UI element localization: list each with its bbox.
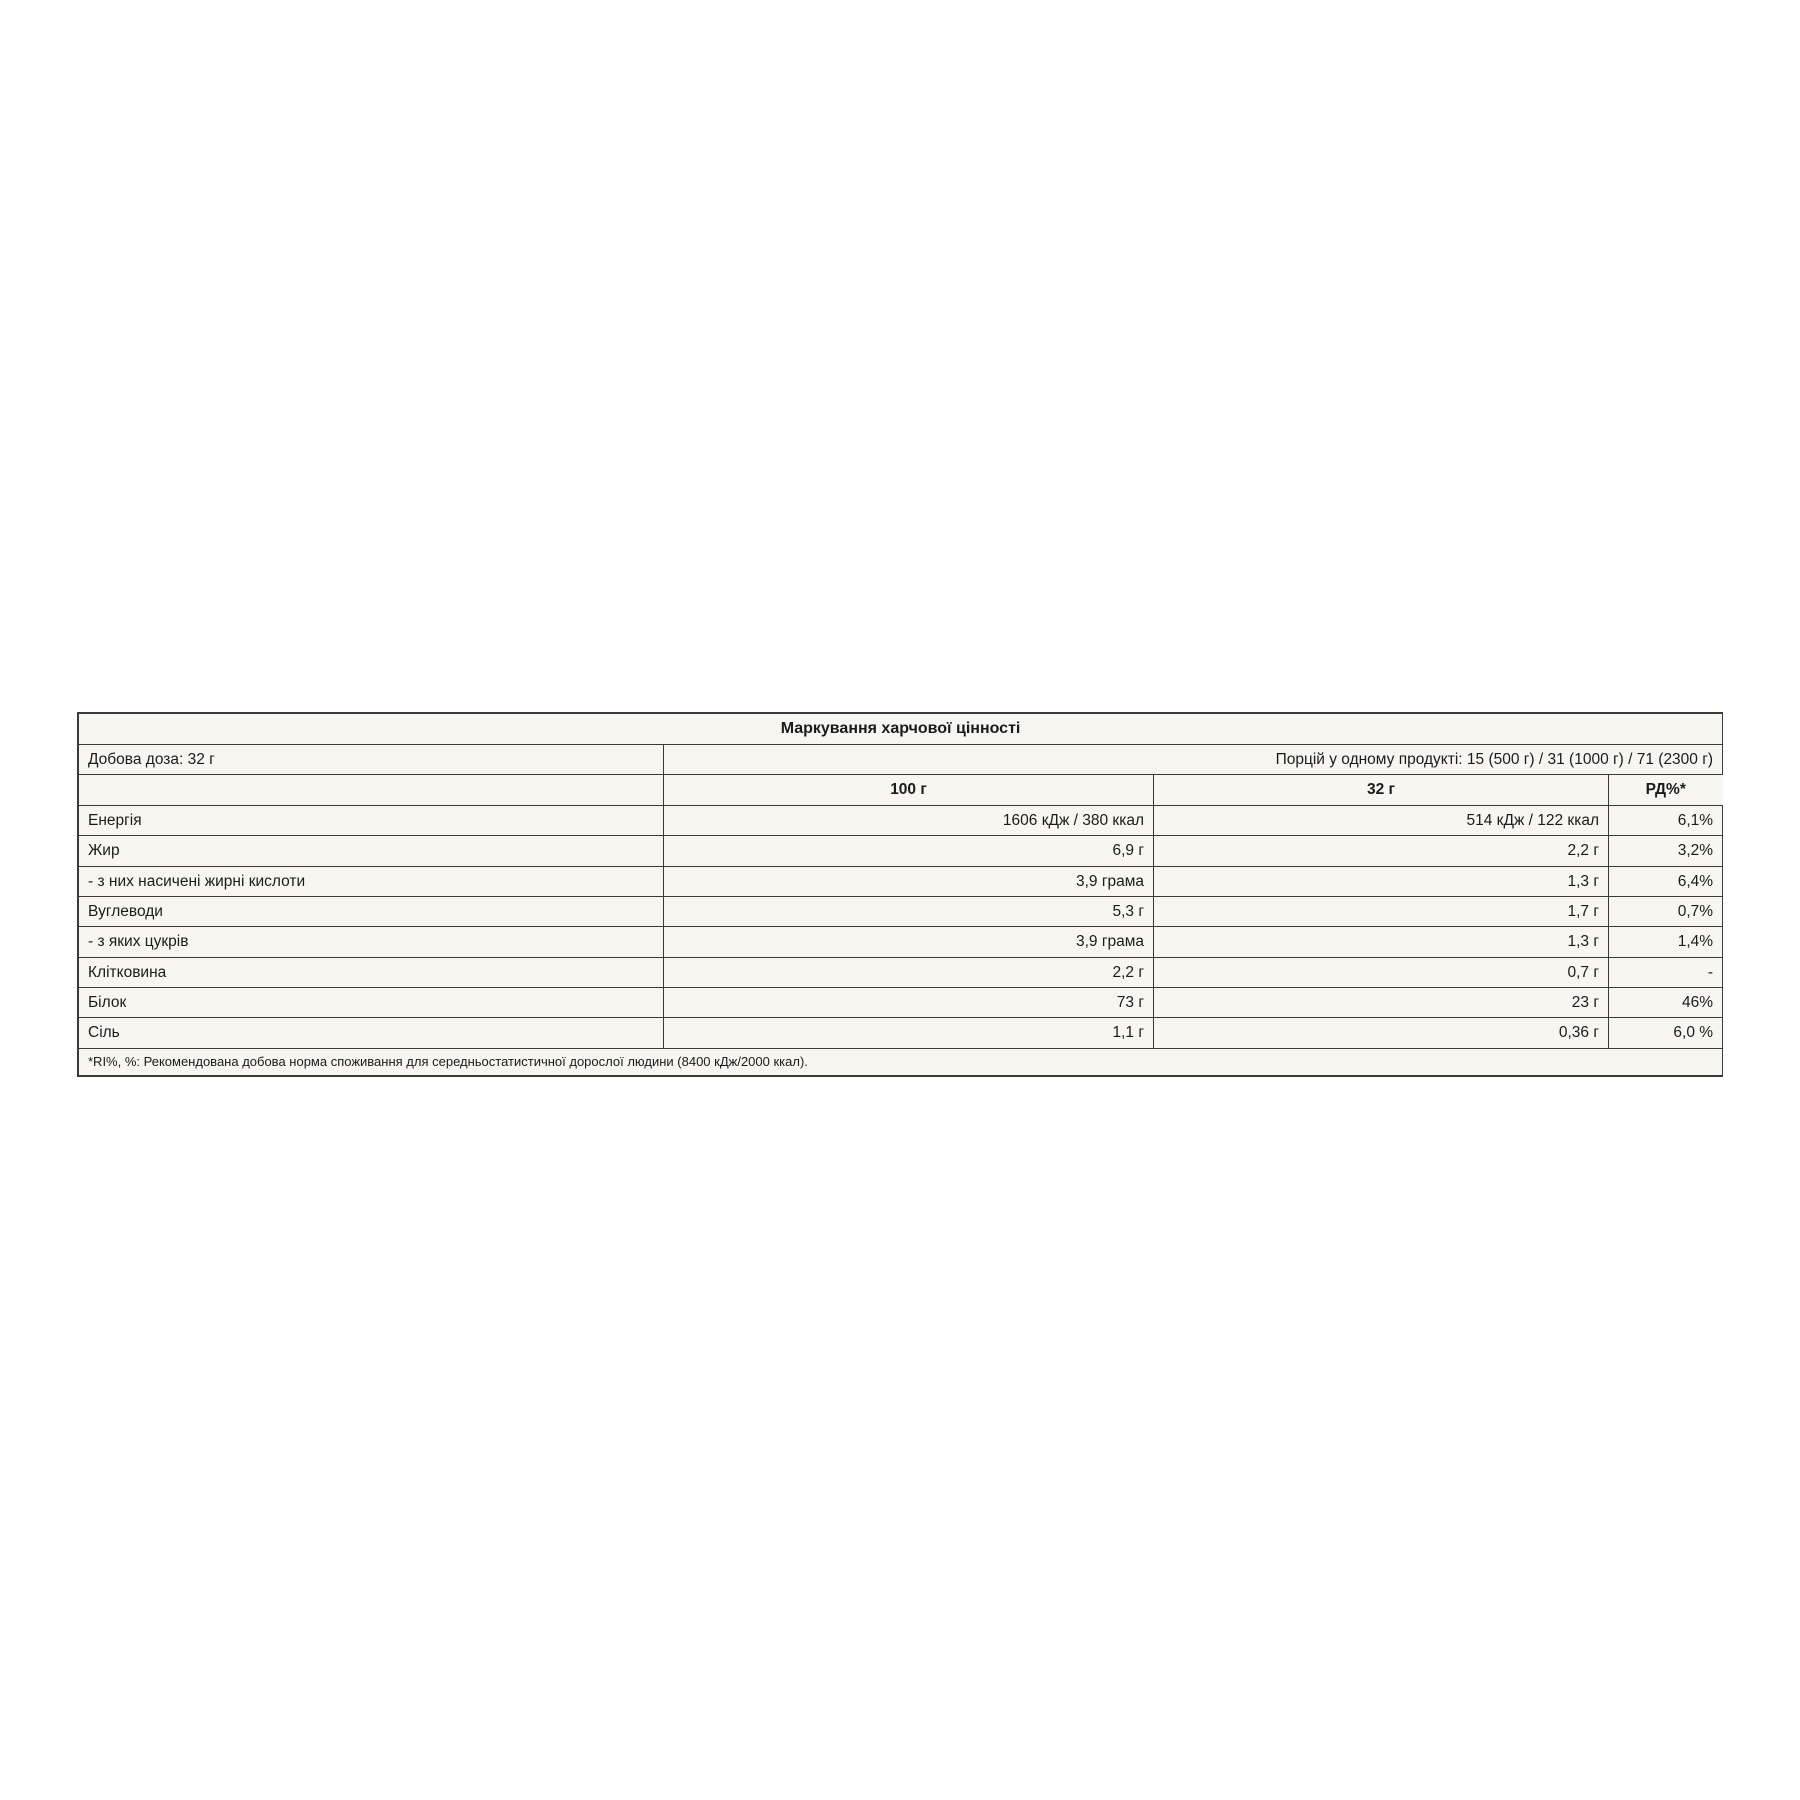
nutrition-label-panel [77,712,1723,1077]
nutrition-table [78,713,1723,1076]
nutrient-value-serving: 0,36 г [1154,1018,1609,1048]
table-row-footnote [79,1048,1723,1075]
table-row [79,805,1723,835]
nutrition-title: Маркування харчової цінності [79,714,1723,745]
table-row [79,866,1723,896]
nutrient-value-ri: 3,2% [1609,836,1723,866]
table-row-headers [79,775,1723,805]
nutrient-value-100g: 1,1 г [664,1018,1154,1048]
nutrient-value-serving: 514 кДж / 122 ккал [1154,805,1609,835]
nutrient-value-serving: 1,3 г [1154,866,1609,896]
nutrient-name: - з яких цукрів [79,927,664,957]
table-row [79,927,1723,957]
nutrient-value-100g: 2,2 г [664,957,1154,987]
nutrient-value-100g: 3,9 грама [664,866,1154,896]
nutrient-value-ri: - [1609,957,1723,987]
nutrient-value-serving: 1,7 г [1154,896,1609,926]
column-header-per-100g: 100 г [664,775,1154,805]
table-row [79,896,1723,926]
nutrient-value-ri: 1,4% [1609,927,1723,957]
nutrient-value-serving: 1,3 г [1154,927,1609,957]
table-row-serving-info [79,745,1723,775]
nutrient-value-serving: 23 г [1154,988,1609,1018]
nutrient-value-ri: 6,1% [1609,805,1723,835]
column-header-per-serving: 32 г [1154,775,1609,805]
nutrient-name: Вуглеводи [79,896,664,926]
nutrient-value-ri: 6,4% [1609,866,1723,896]
nutrient-value-100g: 3,9 грама [664,927,1154,957]
table-row [79,988,1723,1018]
nutrient-name: Клітковина [79,957,664,987]
table-row [79,957,1723,987]
nutrient-name: Білок [79,988,664,1018]
table-row-title [79,714,1723,745]
nutrient-value-100g: 5,3 г [664,896,1154,926]
nutrient-value-100g: 6,9 г [664,836,1154,866]
servings-per-package-text: Порцій у одному продукті: 15 (500 г) / 31 (1000 г) / 71 (2300 г) [664,745,1723,775]
table-row [79,836,1723,866]
nutrient-value-ri: 0,7% [1609,896,1723,926]
nutrient-name: Енергія [79,805,664,835]
nutrient-name: Жир [79,836,664,866]
nutrient-name: - з них насичені жирні кислоти [79,866,664,896]
table-row [79,1018,1723,1048]
nutrient-value-100g: 73 г [664,988,1154,1018]
nutrient-value-100g: 1606 кДж / 380 ккал [664,805,1154,835]
column-header-ri: РД%* [1609,775,1723,805]
nutrient-value-serving: 0,7 г [1154,957,1609,987]
nutrient-value-ri: 46% [1609,988,1723,1018]
nutrient-value-serving: 2,2 г [1154,836,1609,866]
ri-footnote: *RI%, %: Рекомендована добова норма споживання для середньостатистичної дорослої людини (8400 кДж/2000 ккал). [79,1048,1723,1075]
column-header-name [79,775,664,805]
nutrient-value-ri: 6,0 % [1609,1018,1723,1048]
nutrient-name: Сіль [79,1018,664,1048]
daily-dose-text: Добова доза: 32 г [79,745,664,775]
